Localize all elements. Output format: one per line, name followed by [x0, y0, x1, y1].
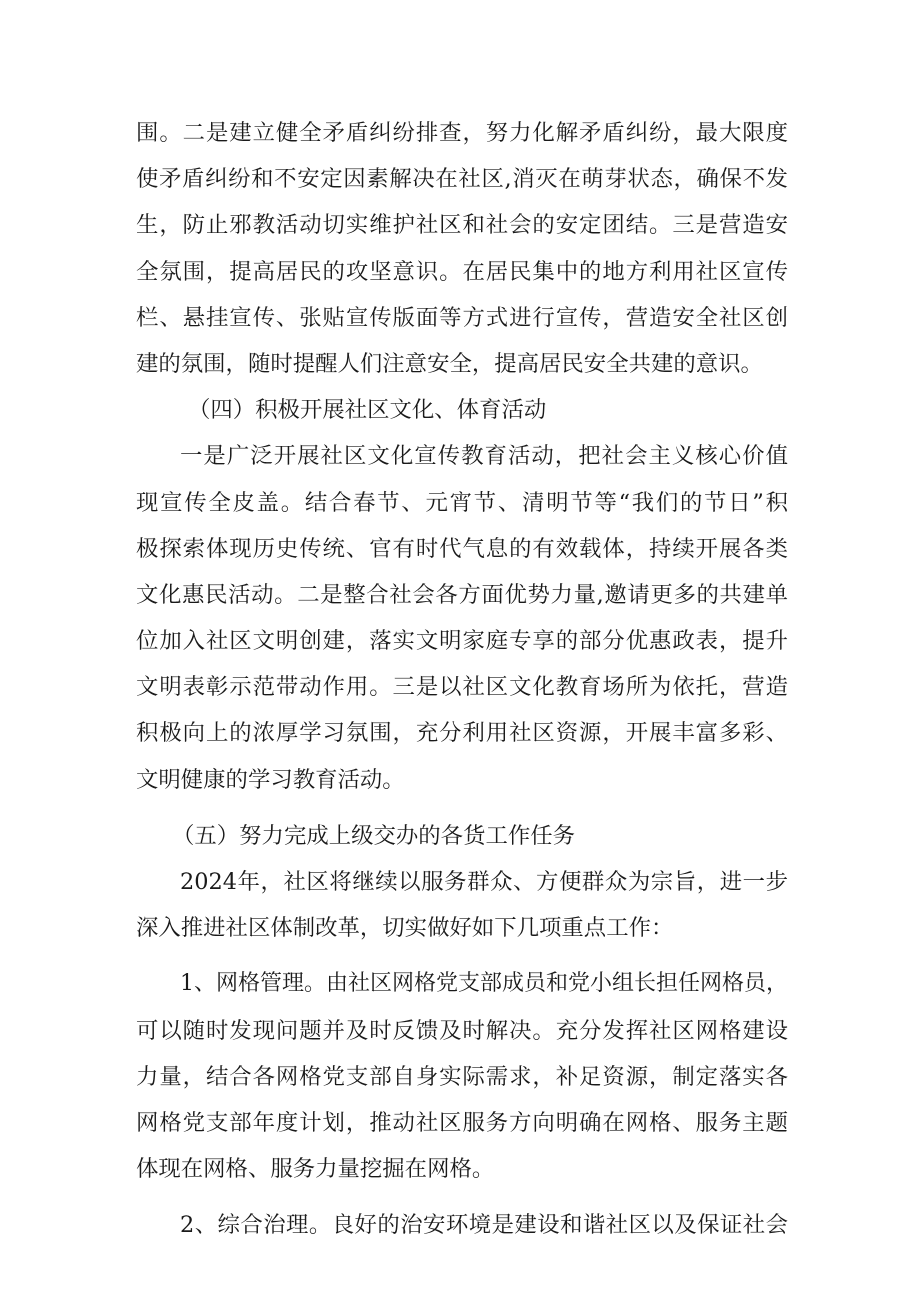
heading-text: （四）积极开展社区文化、体育活动	[188, 397, 547, 424]
paragraph-p1	[136, 110, 788, 387]
heading-text: （五）努力完成上级交办的各货工作任务	[172, 822, 576, 849]
text-line: 1、网格管理。由社区网格党支部成员和党小组长担任网格员，	[180, 971, 788, 997]
text-line: 文明表彰示范带动作用。三是以社区文化教育场所为依托，营造	[136, 674, 788, 701]
spacer	[136, 803, 788, 813]
text-line: 深入推进社区体制改革，切实做好如下几项重点工作：	[136, 915, 674, 942]
text-line: 极探索体现历史传统、官有时代气息的有效载体，持续开展各类	[136, 535, 788, 562]
paragraph-p5	[136, 1202, 788, 1248]
section-heading-4	[136, 387, 788, 433]
text-line: 力量，结合各网格党支部自身实际需求，补足资源，制定落实各	[136, 1063, 788, 1090]
document-body	[136, 110, 788, 1249]
paragraph-p4	[136, 961, 788, 1192]
spacer	[136, 1192, 788, 1202]
paragraph-p3	[136, 859, 788, 951]
section-heading-5	[136, 813, 788, 859]
paragraph-p2	[136, 433, 788, 803]
text-line: 网格党支部年度计划，推动社区服务方向明确在网格、服务主题	[136, 1109, 788, 1136]
text-line: 2024年，社区将继续以服务群众、方便群众为宗旨，进一步	[180, 869, 788, 895]
text-line: 可以随时发现问题并及时反馈及时解决。充分发挥社区网格建设	[136, 1017, 788, 1044]
text-line: 建的氛围，随时提醒人们注意安全，提高居民安全共建的意识。	[136, 350, 763, 377]
text-line: 位加入社区文明创建，落实文明家庭专享的部分优惠政表，提升	[136, 628, 788, 655]
text-line: 使矛盾纠纷和不安定因素解决在社区,消灭在萌芽状态，确保不发	[136, 166, 788, 193]
text-line: 积极向上的浓厚学习氛围，充分利用社区资源，开展丰富多彩、	[136, 720, 788, 747]
text-line: 一是广泛开展社区文化宣传教育活动，把社会主义核心价值	[180, 443, 788, 470]
spacer	[136, 951, 788, 961]
text-line: 全氛围，提高居民的攻坚意识。在居民集中的地方利用社区宣传	[136, 258, 788, 285]
text-line: 文化惠民活动。二是整合社会各方面优势力量,邀请更多的共建单	[136, 581, 788, 608]
text-line: 文明健康的学习教育活动。	[136, 766, 405, 793]
text-line: 现宣传全皮盖。结合春节、元宵节、清明节等“我们的节日”积	[136, 489, 788, 516]
text-line: 体现在网格、服务力量挖掘在网格。	[136, 1156, 495, 1183]
text-line: 栏、悬挂宣传、张贴宣传版面等方式进行宣传，营造安全社区创	[136, 304, 788, 331]
text-line: 生，防止邪教活动切实维护社区和社会的安定团结。三是营造安	[136, 212, 788, 239]
text-line: 2、综合治理。良好的治安环境是建设和谐社区以及保证社会	[180, 1212, 788, 1239]
text-line: 围。二是建立健全矛盾纠纷排查，努力化解矛盾纠纷，最大限度	[136, 120, 788, 146]
